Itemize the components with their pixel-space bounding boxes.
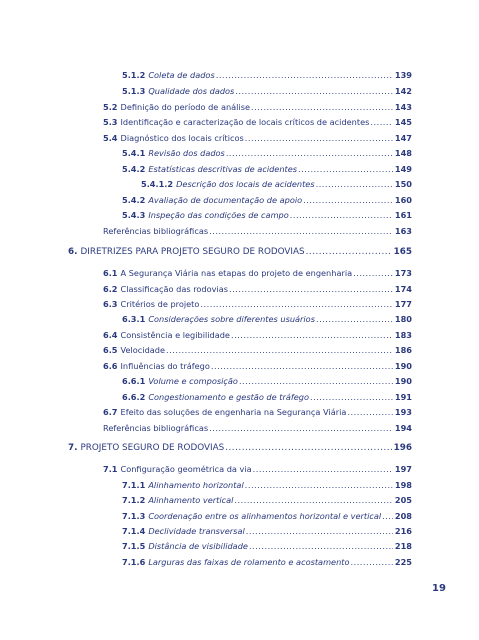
toc-entry-number: 6.2	[103, 284, 118, 294]
toc-entry-number: 5.4	[103, 133, 118, 143]
toc-entry-title: Definição do período de análise	[120, 102, 251, 112]
toc-entry-number: 7.1.3	[122, 511, 146, 521]
toc-entry[interactable]	[103, 284, 412, 295]
dot-leader	[200, 299, 393, 310]
toc-entry-title: DIRETRIZES PARA PROJETO SEGURO DE RODOVIAS	[80, 247, 305, 257]
toc-entry-title: Referências bibliográficas	[103, 423, 209, 433]
dot-leader	[209, 423, 393, 434]
dot-leader	[306, 247, 392, 258]
toc-entry[interactable]	[103, 299, 412, 310]
toc-entry-page: 194	[394, 423, 412, 433]
toc-entry-title: Descrição dos locais de acidentes	[176, 179, 315, 189]
dot-leader	[316, 314, 393, 325]
dot-leader	[239, 376, 393, 387]
toc-entry[interactable]	[122, 210, 412, 221]
dot-leader	[351, 557, 393, 568]
toc-entry-title: Declividade transversal	[148, 526, 245, 536]
toc-entry-page: 177	[394, 299, 412, 309]
dot-leader	[216, 70, 393, 81]
toc-entry-page: 193	[394, 407, 412, 417]
toc-entry-title: PROJETO SEGURO DE RODOVIAS	[80, 443, 225, 453]
dot-leader	[226, 148, 393, 159]
toc-entry-number: 5.3	[103, 117, 118, 127]
dot-leader	[316, 179, 393, 190]
dot-leader	[229, 284, 393, 295]
dot-leader	[253, 464, 393, 475]
toc-entry[interactable]	[103, 423, 412, 434]
toc-entry-number: 7.1.5	[122, 541, 146, 551]
toc-entry-title: Coordenação entre os alinhamentos horizontal e vertical	[148, 511, 382, 521]
toc-entry[interactable]	[122, 164, 412, 175]
toc-entry-page: 165	[393, 247, 412, 257]
toc-entry-number: 5.4.1.2	[141, 179, 174, 189]
toc-entry-number: 7.1.1	[122, 480, 146, 490]
toc-entry-title: Coleta de dados	[148, 70, 215, 80]
dot-leader	[231, 330, 393, 341]
toc-entry-title: Alinhamento vertical	[148, 495, 234, 505]
toc-entry-page: 197	[394, 464, 412, 474]
toc-chapter-entry[interactable]	[68, 247, 412, 258]
dot-leader	[303, 195, 393, 206]
toc-entry-page: 148	[394, 148, 412, 158]
toc-entry-number: 6.1	[103, 268, 118, 278]
toc-entry-title: Velocidade	[120, 345, 166, 355]
toc-entry-page: 163	[394, 226, 412, 236]
toc-entry-number: 7.	[68, 443, 78, 453]
toc-entry-title: A Segurança Viária nas etapas do projeto de engenharia	[120, 268, 353, 278]
toc-entry-number: 5.2	[103, 102, 118, 112]
toc-entry-title: Larguras das faixas de rolamento e acostamento	[148, 557, 350, 567]
toc-entry[interactable]	[122, 86, 412, 97]
toc-entry-page: 139	[394, 70, 412, 80]
toc-entry[interactable]	[122, 526, 412, 537]
toc-entry-title: Considerações sobre diferentes usuários	[148, 314, 315, 324]
toc-chapter-entry[interactable]	[68, 443, 412, 454]
toc-entry-page: 218	[394, 541, 412, 551]
toc-entry-page: 142	[394, 86, 412, 96]
toc-entry-title: Efeito das soluções de engenharia na Segurança Viária	[120, 407, 347, 417]
toc-entry-title: Referências bibliográficas	[103, 226, 209, 236]
toc-entry-title: Distância de visibilidade	[148, 541, 248, 551]
toc-entry-number: 6.	[68, 247, 78, 257]
dot-leader	[225, 443, 391, 454]
toc-entry-number: 6.6	[103, 361, 118, 371]
toc-entry-number: 6.6.1	[122, 376, 146, 386]
toc-entry-title: Estatísticas descritivas de acidentes	[148, 164, 298, 174]
dot-leader	[310, 392, 393, 403]
toc-entry-number: 7.1.2	[122, 495, 146, 505]
dot-leader	[353, 268, 393, 279]
toc-entry-page: 208	[394, 511, 412, 521]
toc-entry-number: 5.4.2	[122, 164, 146, 174]
dot-leader	[235, 86, 393, 97]
toc-entry-page: 186	[394, 345, 412, 355]
toc-entry-number: 7.1.4	[122, 526, 146, 536]
toc-entry-page: 161	[394, 210, 412, 220]
dot-leader	[249, 541, 393, 552]
toc-entry-title: Qualidade dos dados	[148, 86, 235, 96]
toc-entry[interactable]	[103, 102, 412, 113]
dot-leader	[370, 117, 393, 128]
toc-entry[interactable]	[103, 133, 412, 144]
toc-entry-page: 173	[394, 268, 412, 278]
dot-leader	[347, 407, 393, 418]
dot-leader	[234, 495, 392, 506]
toc-entry[interactable]	[103, 226, 412, 237]
toc-entry-page: 147	[394, 133, 412, 143]
page-number: 19	[432, 583, 446, 594]
dot-leader	[211, 361, 393, 372]
toc-entry[interactable]	[122, 557, 412, 568]
toc-entry[interactable]	[103, 268, 412, 279]
toc-entry[interactable]	[103, 407, 412, 418]
toc-entry-number: 6.6.2	[122, 392, 146, 402]
toc-entry[interactable]	[122, 148, 412, 159]
toc-entry-page: 205	[394, 495, 412, 505]
toc-entry[interactable]	[103, 117, 412, 128]
dot-leader	[298, 164, 393, 175]
toc-entry-page: 160	[394, 195, 412, 205]
toc-entry-page: 149	[394, 164, 412, 174]
toc-entry-page: 198	[394, 480, 412, 490]
toc-entry-number: 5.1.3	[122, 86, 146, 96]
toc-entry-page: 190	[394, 376, 412, 386]
toc-entry-title: Critérios de projeto	[120, 299, 200, 309]
toc-entry-page: 145	[394, 117, 412, 127]
dot-leader	[251, 102, 393, 113]
toc-entry[interactable]	[122, 70, 412, 81]
toc-entry-title: Consistência e legibilidade	[120, 330, 230, 340]
toc-entry-number: 5.4.3	[122, 210, 146, 220]
toc-entry-number: 6.5	[103, 345, 118, 355]
toc-entry[interactable]	[141, 179, 412, 190]
toc-entry[interactable]	[122, 314, 412, 325]
toc-entry-title: Volume e composição	[148, 376, 238, 386]
toc-entry-number: 6.4	[103, 330, 118, 340]
dot-leader	[382, 511, 393, 522]
toc-entry-title: Classificação das rodovias	[120, 284, 229, 294]
dot-leader	[245, 133, 393, 144]
toc-entry-page: 190	[394, 361, 412, 371]
toc-entry-page: 180	[394, 314, 412, 324]
toc-entry-page: 225	[394, 557, 412, 567]
toc-entry-number: 6.3	[103, 299, 118, 309]
toc-entry-number: 7.1	[103, 464, 118, 474]
toc-entry-number: 5.4.2	[122, 195, 146, 205]
dot-leader	[209, 226, 393, 237]
toc-entry-title: Revisão dos dados	[148, 148, 225, 158]
toc-entry[interactable]	[103, 464, 412, 475]
toc-entry-title: Configuração geométrica da via	[120, 464, 252, 474]
toc-entry-page: 174	[394, 284, 412, 294]
toc-entry-title: Identificação e caracterização de locais críticos de acidentes	[120, 117, 370, 127]
toc-entry[interactable]	[122, 376, 412, 387]
toc-entry-page: 143	[394, 102, 412, 112]
toc-entry-number: 6.3.1	[122, 314, 146, 324]
toc-entry[interactable]	[122, 541, 412, 552]
toc-entry-title: Avaliação de documentação de apoio	[148, 195, 303, 205]
dot-leader	[166, 345, 393, 356]
toc-entry[interactable]	[122, 195, 412, 206]
dot-leader	[246, 526, 393, 537]
toc-entry[interactable]	[122, 495, 412, 506]
toc-entry-page: 216	[394, 526, 412, 536]
toc-entry-title: Influências do tráfego	[120, 361, 210, 371]
toc-entry-title: Inspeção das condições de campo	[148, 210, 289, 220]
toc-entry-page: 191	[394, 392, 412, 402]
toc-entry-number: 6.7	[103, 407, 118, 417]
toc-entry[interactable]	[122, 392, 412, 403]
toc-entry-page: 183	[394, 330, 412, 340]
toc-entry-page: 150	[394, 179, 412, 189]
dot-leader	[290, 210, 393, 221]
toc-entry[interactable]	[122, 511, 412, 522]
toc-entry-title: Alinhamento horizontal	[148, 480, 244, 490]
toc-entry-number: 7.1.6	[122, 557, 146, 567]
toc-entry[interactable]	[103, 345, 412, 356]
dot-leader	[245, 480, 393, 491]
toc-entry-title: Diagnóstico dos locais críticos	[120, 133, 244, 143]
toc-entry-title: Congestionamento e gestão de tráfego	[148, 392, 309, 402]
toc-entry[interactable]	[103, 361, 412, 372]
toc-entry[interactable]	[103, 330, 412, 341]
toc-entry-page: 196	[393, 443, 412, 453]
toc-entry[interactable]	[122, 480, 412, 491]
toc-entry-number: 5.1.2	[122, 70, 146, 80]
toc-entry-number: 5.4.1	[122, 148, 146, 158]
